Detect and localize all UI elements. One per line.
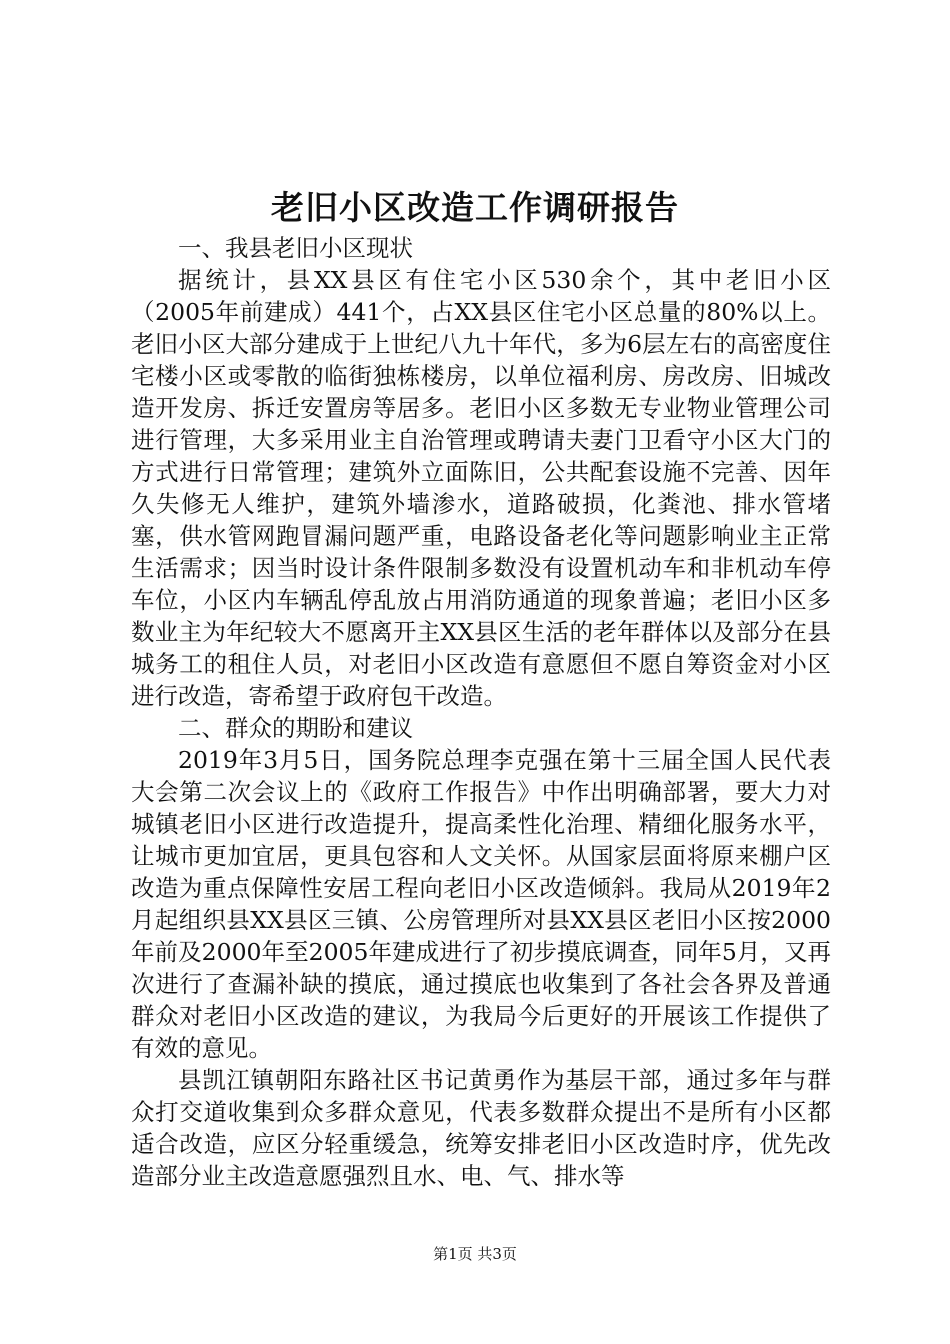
page-number-footer: 第1页 共3页 <box>433 1245 517 1263</box>
document-body <box>131 232 831 1192</box>
document-title: 老旧小区改造工作调研报告 <box>271 188 679 227</box>
section-heading: 二、群众的期盼和建议 <box>178 714 413 742</box>
section-heading: 一、我县老旧小区现状 <box>178 234 413 262</box>
body-paragraph: 据统计，县XX县区有住宅小区530余个，其中老旧小区（2005年前建成）441个，占XX县区住宅小区总量的80%以上。老旧小区大部分建成于上世纪八九十年代，多为6层左右的高密度住宅楼小区或零散的临街独栋楼房，以单位福利房、房改房、旧城改造开发房、拆迁安置房等居多。老旧小区多数无专业物业管理公司进行管理，大多采用业主自治管理或聘请夫妻门卫看守小区大门的方式进行日常管理；建筑外立面陈旧，公共配套设施不完善、因年久失修无人维护，建筑外墙渗水，道路破损，化粪池、排水管堵塞，供水管网跑冒漏问题严重，电路设备老化等问题影响业主正常生活需求；因当时设计条件限制多数没有设置机动车和非机动车停车位，小区内车辆乱停乱放占用消防通道的现象普遍；老旧小区多数业主为年纪较大不愿离开主XX县区生活的老年群体以及部分在县城务工的租住人员，对老旧小区改造有意愿但不愿自筹资金对小区进行改造，寄希望于政府包干改造。 <box>131 266 831 710</box>
body-paragraph: 2019年3月5日，国务院总理李克强在第十三届全国人民代表大会第二次会议上的《政府工作报告》中作出明确部署，要大力对城镇老旧小区进行改造提升，提高柔性化治理、精细化服务水平，让城市更加宜居，更具包容和人文关怀。从国家层面将原来棚户区改造为重点保障性安居工程向老旧小区改造倾斜。我局从2019年2月起组织县XX县区三镇、公房管理所对县XX县区老旧小区按2000年前及2000年至2005年建成进行了初步摸底调查，同年5月，又再次进行了查漏补缺的摸底，通过摸底也收集到了各社会各界及普通群众对老旧小区改造的建议，为我局今后更好的开展该工作提供了有效的意见。 <box>131 746 831 1062</box>
body-paragraph: 县凯江镇朝阳东路社区书记黄勇作为基层干部，通过多年与群众打交道收集到众多群众意见，代表多数群众提出不是所有小区都适合改造，应区分轻重缓急，统筹安排老旧小区改造时序，优先改造部分业主改造意愿强烈且水、电、气、排水等 <box>131 1066 831 1190</box>
